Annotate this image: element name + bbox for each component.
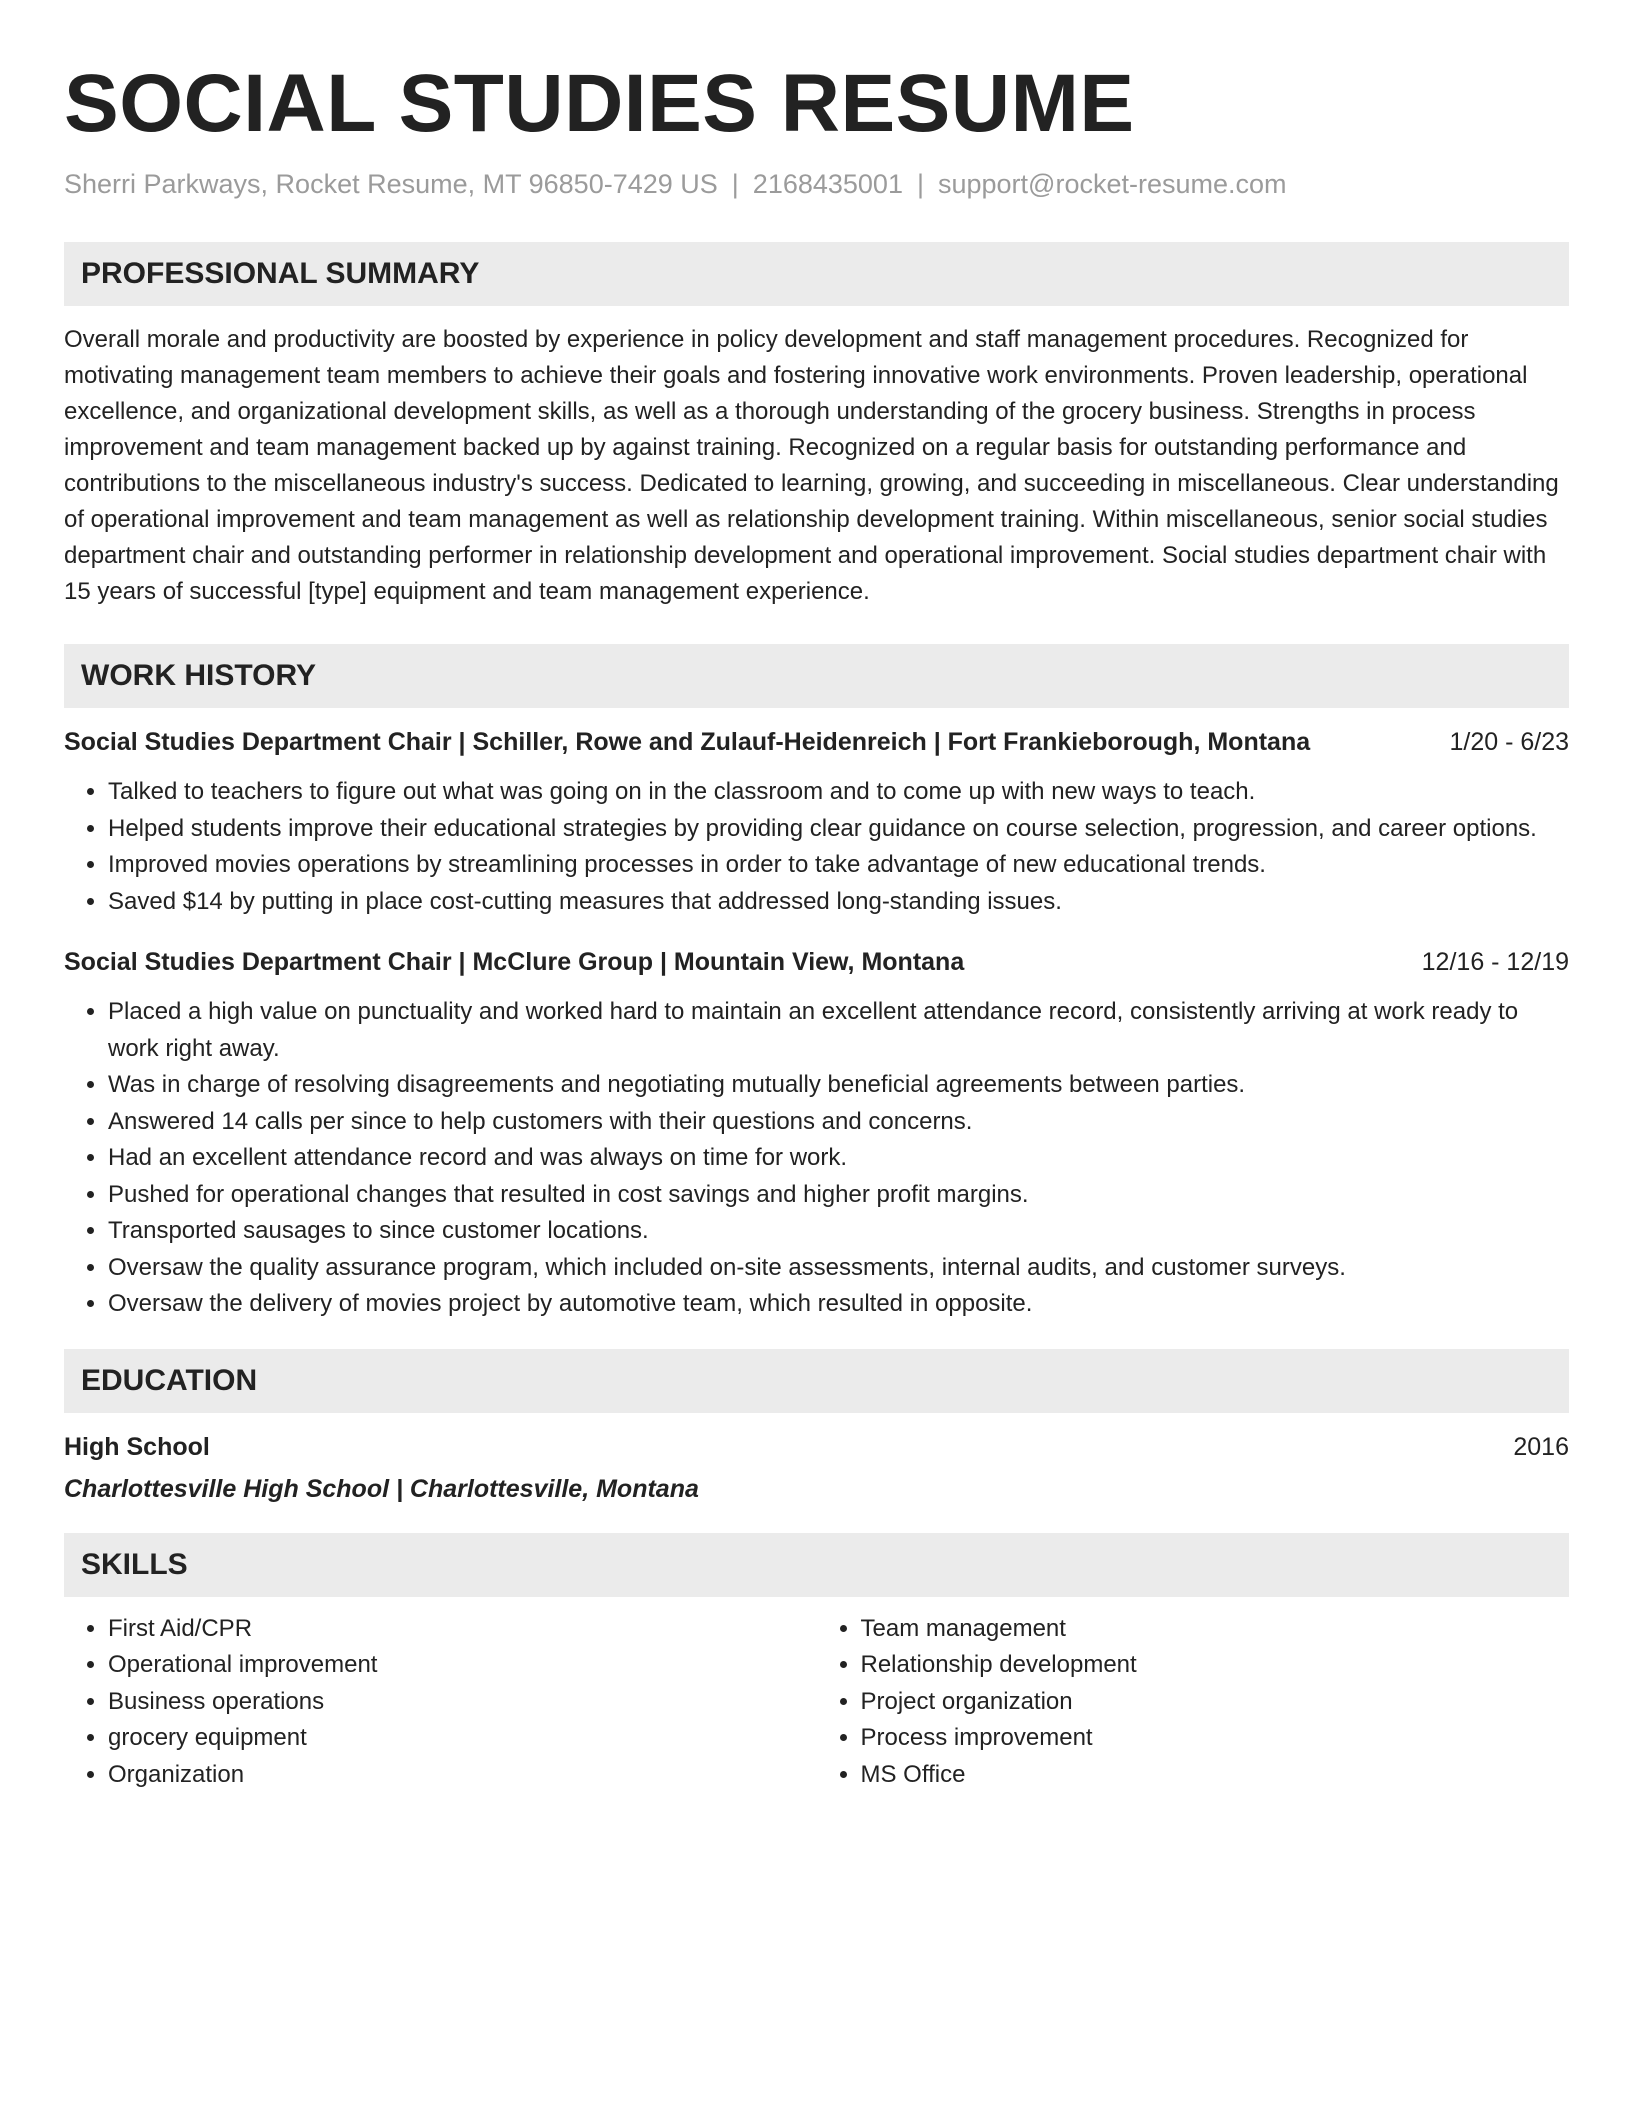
summary-text: Overall morale and productivity are boosted by experience in policy development and staff management procedures. Recognized for motivating management team members to achieve their goals and fostering innovative work environments. Proven leadership, operational excellence, and organizational development skills, as well as a thorough understanding of the grocery business. Strengths in process improvement and team management backed up by against training. Recognized on a regular basis for outstanding performance and contributions to the miscellaneous industry's success. Dedicated to learning, growing, and succeeding in miscellaneous. Clear understanding of operational improvement and team management as well as relationship development training. Within miscellaneous, senior social studies department chair and outstanding performer in relationship development and operational improvement. Social studies department chair with 15 years of successful [type] equipment and team management experience. xyxy=(64,326,1559,605)
skill-item: • Business operations xyxy=(108,1684,817,1721)
section-header-education: EDUCATION xyxy=(64,1349,1569,1413)
job-bullet: • Helped students improve their educational strategies by providing clear guidance on course selection, progression, and career options. xyxy=(108,811,1569,848)
skill-item: • First Aid/CPR xyxy=(108,1611,817,1648)
education-header xyxy=(64,1429,1569,1465)
skill-item: • Team management xyxy=(861,1611,1570,1648)
section-header-work-history: WORK HISTORY xyxy=(64,644,1569,708)
skill-item: • Operational improvement xyxy=(108,1647,817,1684)
skills-column-left xyxy=(64,1611,817,1794)
job-dates: 12/16 - 12/19 xyxy=(1421,948,1569,976)
contact-separator: | xyxy=(916,169,924,199)
job-header xyxy=(64,724,1569,760)
job-entry xyxy=(64,724,1569,920)
job-bullet: • Oversaw the delivery of movies project by automotive team, which resulted in opposite. xyxy=(108,1286,1569,1323)
skill-item: • Project organization xyxy=(861,1684,1570,1721)
job-title: Social Studies Department Chair | Schiller, Rowe and Zulauf-Heidenreich | Fort Frankieborough, Montana xyxy=(64,728,1311,756)
section-header-summary: PROFESSIONAL SUMMARY xyxy=(64,242,1569,306)
skill-item: • MS Office xyxy=(861,1757,1570,1794)
job-bullet: • Transported sausages to since customer locations. xyxy=(108,1213,1569,1250)
job-bullet: • Placed a high value on punctuality and worked hard to maintain an excellent attendance record, consistently arriving at work ready to work right away. xyxy=(108,994,1569,1067)
job-bullet: • Had an excellent attendance record and was always on time for work. xyxy=(108,1140,1569,1177)
job-bullet-list xyxy=(64,994,1569,1323)
job-bullet: • Oversaw the quality assurance program, which included on-site assessments, internal audits, and customer surveys. xyxy=(108,1250,1569,1287)
skill-item: • Process improvement xyxy=(861,1720,1570,1757)
job-title: Social Studies Department Chair | McClure Group | Mountain View, Montana xyxy=(64,948,965,976)
skills-list xyxy=(64,1611,1569,1794)
job-bullet: • Answered 14 calls per since to help customers with their questions and concerns. xyxy=(108,1104,1569,1141)
job-bullet: • Saved $14 by putting in place cost-cutting measures that addressed long-standing issues. xyxy=(108,884,1569,921)
skill-item: • grocery equipment xyxy=(108,1720,817,1757)
job-bullet: • Improved movies operations by streamlining processes in order to take advantage of new educational trends. xyxy=(108,847,1569,884)
contact-email: support@rocket-resume.com xyxy=(937,169,1287,199)
education-school: Charlottesville High School | Charlottesville, Montana xyxy=(64,1474,699,1503)
job-header xyxy=(64,944,1569,980)
job-dates: 1/20 - 6/23 xyxy=(1449,728,1569,756)
contact-phone: 2168435001 xyxy=(752,169,903,199)
contact-address: Sherri Parkways, Rocket Resume, MT 96850-7429 US xyxy=(64,169,718,199)
education-degree: High School xyxy=(64,1432,210,1461)
education-entry xyxy=(64,1429,1569,1507)
skill-item: • Organization xyxy=(108,1757,817,1794)
job-bullet-list xyxy=(64,774,1569,920)
contact-line xyxy=(64,166,1569,202)
job-bullet: • Was in charge of resolving disagreements and negotiating mutually beneficial agreements between parties. xyxy=(108,1067,1569,1104)
job-entry xyxy=(64,944,1569,1323)
job-bullet: • Talked to teachers to figure out what was going on in the classroom and to come up with new ways to teach. xyxy=(108,774,1569,811)
contact-separator: | xyxy=(731,169,739,199)
skill-item: • Relationship development xyxy=(861,1647,1570,1684)
education-year: 2016 xyxy=(1513,1432,1569,1461)
section-header-skills: SKILLS xyxy=(64,1533,1569,1597)
job-bullet: • Pushed for operational changes that resulted in cost savings and higher profit margins. xyxy=(108,1177,1569,1214)
resume-title: SOCIAL STUDIES RESUME xyxy=(64,58,1135,149)
skills-column-right xyxy=(817,1611,1570,1794)
